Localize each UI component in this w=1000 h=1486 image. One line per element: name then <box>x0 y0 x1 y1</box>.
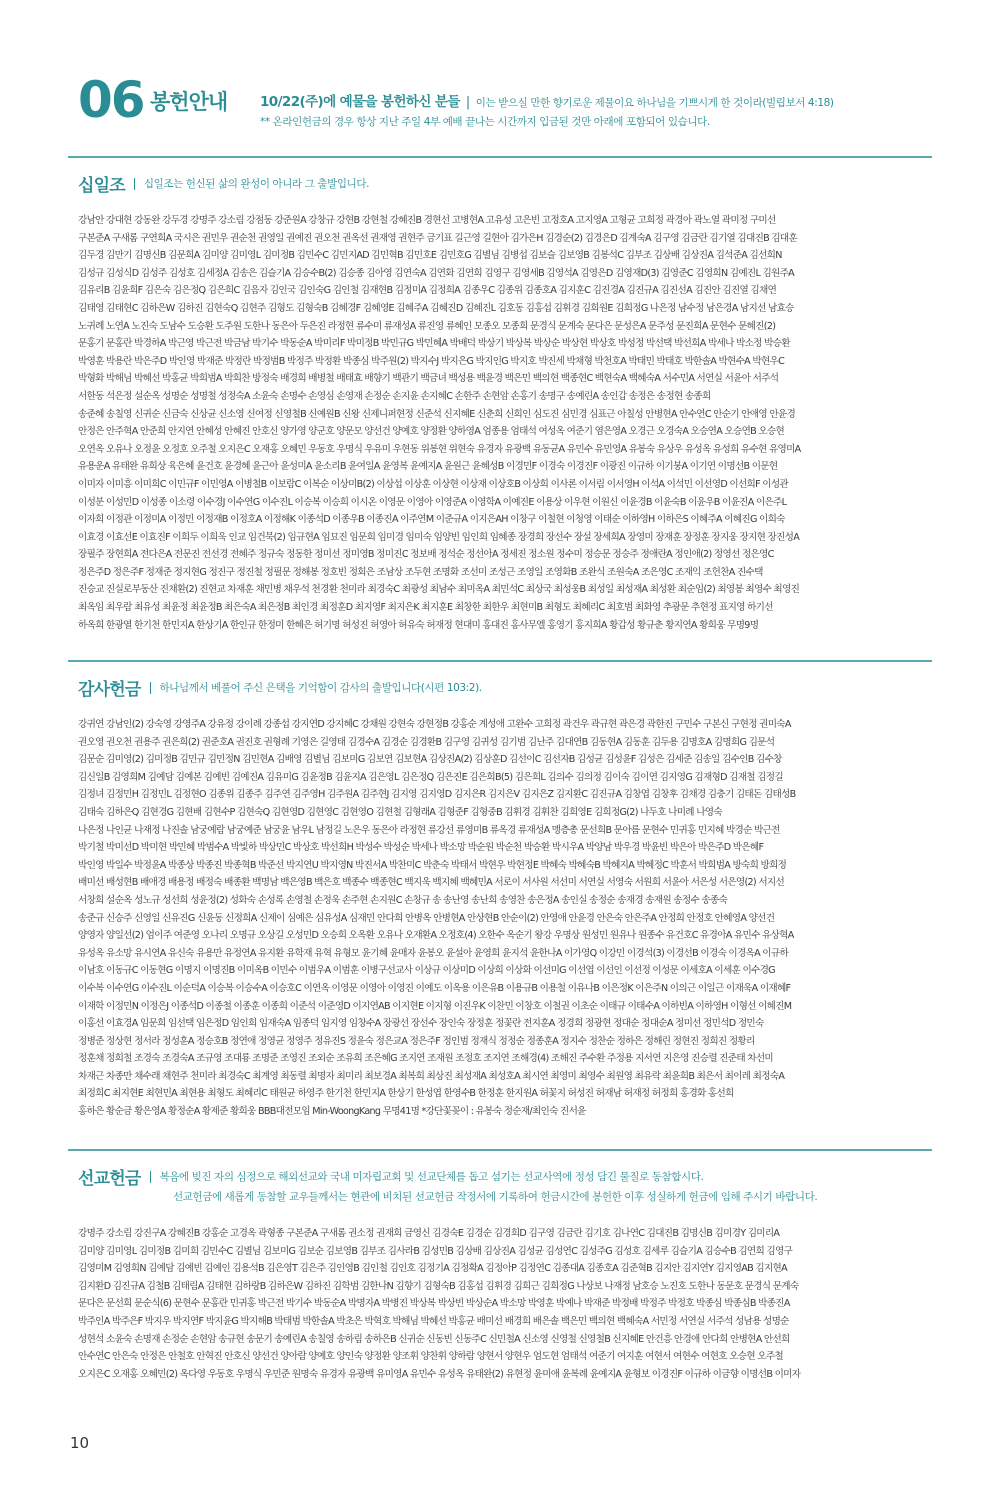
name-line: 정병준 정상현 정서라 정성훈A 정승호B 정연애 정영균 정영주 정유진S 정윤숙 정은교A 정은주F 정인범 정재식 정정순 정종훈A 정지수 정찬순 정하은 정해린 정현진 정희진 정황리 <box>78 1035 755 1047</box>
header-separator: | <box>465 94 470 110</box>
offering-header <box>78 71 958 136</box>
header-verse: 이는 받으실 만한 향기로운 제물이요 하나님을 기쁘시게 한 것이라(빌립보서 4:18) <box>475 97 834 109</box>
name-line: 정은주D 정은주F 정재준 정지현G 정진구 정진철 정필문 정해봉 정호빈 정회은 조남상 조두현 조명화 조선미 조성근 조영일 조영화B 조완식 조원숙A 조은영C 조재익 조헌찬A 진수택 <box>78 566 763 578</box>
name-line: 이성분 이성민D 이성종 이소령 이수경J 이수연G 이수진L 이승복 이승희 이시온 이영문 이영아 이영준A 이영학A 이예진E 이용상 이우현 이원신 이윤경B 이윤숙B 이윤우B 이윤진A 이은주L <box>78 496 787 508</box>
thanks-section-header <box>78 675 482 700</box>
divider <box>68 156 932 158</box>
name-line: 강남안 강대현 강동완 강두경 강명주 강소림 강점동 강준원A 강창규 강현B 강현철 강혜진B 경현선 고병현A 고유성 고은빈 고정호A 고지영A 고형균 고희정 곽경아 곽노열 곽미정 구미선 <box>78 215 776 226</box>
name-line: 김태영 김태현C 김하은W 김하진 김현숙Q 김현주 김형도 김형숙B 김혜경F 김혜영E 김혜주A 김혜진D 김혜진L 김호동 김홍섭 김휘경 김희원E 김희정G 나은정 남수정 남은경A 남지선 남효승 <box>78 302 794 314</box>
name-line: 문홍기 문홍란 박경하A 박근영 박근전 박금남 박기수 박동순A 박미리F 박미정B 박민규G 박민혜A 박배덕 박상기 박상복 박상순 박상현 박상호 박성정 박선택 박선희A 박세나 박소정 박승환 <box>78 338 790 350</box>
section-number: 06 <box>78 71 144 129</box>
name-line: 유용운A 유태완 유희상 육은혜 윤건호 윤경혜 윤근아 윤성미A 윤소리B 윤여일A 윤영복 윤예지A 윤원근 윤혜성B 이경민F 이경숙 이경진F 이광진 이규하 이기붕A 이기연 이명선B 이문현 <box>78 461 778 473</box>
name-line: 차재근 차종만 채수래 채현주 천미라 최경숙C 최계영 최동렬 최명자 최미리 최보경A 최복희 최상진 최성재A 최성호A 최시연 최영미 최영수 최원영 최유락 최윤희B 최은서 최이레 최정숙A <box>78 1070 785 1082</box>
tithe-section-header <box>78 171 369 196</box>
name-line: 홍하은 황순금 황은영A 황정순A 황제준 황희웅 BBB대전모임 Min-WoongKang 무명41명 *강단꽃꽂이 : 유봉숙 정순재/최인숙 진서윤 <box>78 1106 586 1118</box>
name-line: 박기철 박미선D 박미현 박민혜 박범수A 박빛하 박상민C 박상호 박선희H 박성수 박성순 박세나 박소망 박순원 박순천 박승환 박시우A 박양남 박우경 박윤빈 박은아 박은주D 박은혜F <box>78 842 764 854</box>
name-line: 김두경 김만기 김명신B 김문희A 김미양 김미영L 김미정B 김민수C 김민지AD 김민혁B 김민호E 김민호G 김별님 김병섭 김보슬 김보영B 김봉석C 김부조 김상배 김상진A 김석준A 김선희N <box>78 250 782 262</box>
name-line: 최옥임 최우람 최유성 최윤정 최윤정B 최은숙A 최은정B 최인경 최정훈D 최지영F 최지은K 최지훈E 최창한 최한우 최현미B 최형도 최혜리C 최호범 최화영 추광문 추현정 표지영 하기선 <box>78 602 773 614</box>
name-line: 유성옥 유소망 유시연A 유신숙 유용만 유정연A 유지환 유학재 유혁 유형모 윤기혜 윤매자 윤봉오 윤설아 윤영희 윤지석 윤한나A 이가영Q 이강민 이경석(3) 이경선B 이경숙 이경옥A 이규하 <box>78 947 789 959</box>
name-line: 김정녀 김정민H 김정민L 김정현O 김종위 김종주 김주연 김주영H 김주원A 김주현J 김지영 김지영D 김지은R 김지은V 김지은Z 김지환C 김진규A 김창엽 김창후 김채경 김충기 김태돈 김태성B <box>78 789 796 801</box>
tithe-subtitle: 십일조는 헌신된 삶의 완성이 아니라 그 출발입니다. <box>143 178 370 190</box>
name-line: 장필주 장현희A 전다은A 전문진 전선경 전혜주 정규숙 정동한 정미선 정미영B 정미진C 정보배 정석순 정선아A 정세진 정소원 정수미 정승문 정승주 정애란A 정인애(2) 정영선 정은영C <box>78 549 774 561</box>
name-line: 오연옥 오유나 오정윤 오정호 오주철 오지은C 오재홍 오혜민 우동호 우명식 우유미 우현동 위봉현 위현숙 유경자 유광백 유동균A 유민수 유민영A 유봉숙 유상우 유성옥 유성희 유수현 유영미A <box>78 443 801 455</box>
name-line: 안수연C 안은숙 안정은 안철호 안혁진 안호신 양선건 양아람 양예호 양인숙 양정환 양조휘 양찬휘 양하람 양현서 양현우 엄도현 엄태석 여준기 여지훈 여현서 여현수 여현호 오승현 오주철 <box>78 1351 783 1363</box>
title-bar <box>150 1171 151 1183</box>
name-line: 이미자 이미흥 이미희C 이민규F 이민영A 이병철B 이보람C 이복순 이상미B(2) 이상섭 이상훈 이상현 이상재 이상호B 이상희 이사론 이서림 이서영H 이석A 이석민 이선영D 이선희F 이성관 <box>78 478 788 490</box>
date-text: 10/22(주)에 예물을 봉헌하신 분들 <box>260 94 460 110</box>
divider <box>68 660 932 662</box>
tithe-title: 십일조 <box>78 176 125 196</box>
name-line: 박형화 박해님 박혜선 박홍균 박희범A 박희찬 방정숙 배경희 배병철 배태효 배향기 백관기 백금녀 백성용 백윤경 백은민 백의현 백종현C 백현숙A 백혜숙A 서수민A 서연실 서윤아 서주석 <box>78 373 779 385</box>
mission-name-list <box>78 1225 944 1387</box>
mission-title: 선교헌금 <box>78 1169 141 1189</box>
name-line: 이효경 이효선E 이효진F 이희두 이희욱 인교 임건묵(2) 임규현A 임묘진 임문희 임미경 임미숙 임양빈 임인희 임혜종 장경희 장선수 장설 장세희A 장영미 장재훈 장정훈 장지웅 장지현 장진성A <box>78 531 800 543</box>
name-line: 문다은 문선희 문순식(6) 문현수 문홍란 민귀홍 박근전 박기수 박동순A 박명자A 박병진 박상복 박상빈 박상순A 박소망 박영훈 박예나 박재준 박정배 박정주 박정호 박종심 박종심B 박종진A <box>78 1298 790 1310</box>
divider <box>68 1149 932 1151</box>
name-line: 김태숙 김하은Q 김현경G 김현배 김현수P 김현숙Q 김현영D 김현영C 김현영O 김현철 김형래A 김형준F 김형중B 김휘경 김휘찬 김희영E 김희정G(2) 나두호 나미례 나영숙 <box>78 806 722 818</box>
title-bar <box>134 178 135 190</box>
name-line: 이수복 이수연G 이수진L 이순덕A 이승복 이승수A 이승호C 이연옥 이영문 이영아 이영진 이예도 이옥용 이은유B 이용규B 이용철 이유나B 이은정K 이은주N 이의근 이일근 이재욱A 이재혜F <box>78 982 791 994</box>
name-line: 오지은C 오재홍 오혜민(2) 옥다영 우동호 우명식 우민준 원명숙 유경자 유광백 유미영A 유민수 유성옥 유태완(2) 유현정 윤미애 윤복례 윤예지A 윤형보 이경진F 이규하 이금향 이명선B 이미자 <box>78 1368 801 1380</box>
name-line: 권오영 권오천 권용주 권은희(2) 권준호A 권진호 권형례 기영은 길영태 김경수A 김경순 김경환B 김구영 김귀성 김기범 김난주 김대연B 김동현A 김동훈 김두용 김명호A 김명희G 김문석 <box>78 736 775 748</box>
thanks-title: 감사헌금 <box>78 680 141 700</box>
name-line: 강명주 강소림 강진구A 강혜진B 강홍순 고경옥 곽형종 구본준A 구새롬 권소정 권재희 금영신 김경숙E 김경순 김경희D 김구영 김금란 김기호 김나연C 김대진B 김명신B 김미경Y 김미리A <box>78 1228 780 1239</box>
page-number: 10 <box>70 1434 90 1452</box>
offering-date-line <box>260 90 834 110</box>
name-line: 김영미M 김영희N 김예담 김예빈 김예인 김용석B 김은영T 김은주 김인영B 김인철 김인호 김정기A 김정확A 김정아P 김정연C 김종대A 김종호A 김준혁B 김지안 김지연Y 김지영AB 김지현A <box>78 1263 787 1275</box>
name-line: 박주인A 박주은F 박지우 박지연F 박지윤G 박지해B 박태범 박한솔A 박초은 박혁호 박해님 박혜선 박홍균 배미선 배경희 배은솔 백은민 백의현 백혜숙A 서민정 서연실 서주석 성남용 성명순 <box>78 1315 789 1327</box>
name-line: 김유리B 김윤희F 김은숙 김은정Q 김은희C 김음자 김인국 김인숙G 김인철 김재현B 김정미A 김정희A 김종우C 김종위 김종호A 김지훈C 김진경A 김진규A 김진선A 김진안 김진열 김채연 <box>78 285 777 297</box>
name-line: 배미선 배성현B 배애경 배용정 배정숙 배종환 백명남 백은영B 백은호 백종수 백종현C 백지욱 백지혜 백혜민A 서로이 서사원 서선미 서연실 서영숙 서원희 서윤아 서은성 서은영(2) 서지선 <box>78 877 785 889</box>
name-line: 송준규 신승주 신영일 신유진G 신윤동 신정희A 신제이 심예은 심유성A 심재민 안다희 안병옥 안병현A 안상현B 안순이(2) 안영애 안윤경 안은숙 안은주A 안정희 안정호 안혜영A 양선건 <box>78 912 775 924</box>
name-line: 이남호 이동규C 이동현G 이명지 이명진B 이미옥B 이민수 이범우A 이범훈 이병구선교사 이상규 이상미D 이상희 이상화 이선미G 이선엽 이선인 이선정 이성문 이세호A 이세훈 이수경G <box>78 965 775 977</box>
name-line: 김신일B 김영희M 김예담 김예본 김예빈 김예진A 김유미G 김윤정B 김윤지A 김은영L 김은정Q 김은진E 김은희B(5) 김은희L 김의수 김의정 김이숙 김이연 김지영G 김재형D 김재철 김정길 <box>78 771 783 783</box>
name-line: 서창희 설순옥 성노규 성선희 성윤정(2) 성화숙 손성록 손영철 손정욱 손주현 손지원C 손창규 송 송난영 송난희 송영찬 송은정A 송인실 송정순 송재경 송재원 송정수 송종숙 <box>78 894 728 906</box>
name-line: 박인영 박일수 박정윤A 박종상 박종진 박종혁B 박준선 박지연U 박지영N 박진서A 박찬미C 박춘숙 박태서 박현우 박현정E 박혜숙 박혜숙B 박혜지A 박혜정C 박훈서 박희범A 방숙희 방희정 <box>78 859 787 871</box>
name-line: 하옥희 한광열 한기천 한민지A 한상기A 한인규 한정미 한혜은 허기명 허성진 허영아 허유숙 허재정 현대미 홍대진 홍사무엘 홍영기 홍지희A 황갑성 황규춘 황지연A 황희웅 무명9명 <box>78 619 759 631</box>
name-line: 이재학 이정민N 이정은J 이종석D 이종철 이종훈 이종희 이준석 이준영D 이지연AB 이지현E 이지형 이진우K 이찬민 이창호 이철권 이초순 이태규 이태수A 이하빈A 이하영H 이형선 이혜진M <box>78 1000 792 1012</box>
name-line: 김미양 김미영L 김미정B 김미희 김민수C 김별님 김보미G 김보순 김보영B 김부조 김사라B 김성민B 김상배 김상진A 김성균 김성연C 김성주G 김성호 김세루 김슬기A 김승수B 김연희 김영구 <box>78 1245 793 1257</box>
name-line: 이홍선 이효경A 임문희 임선택 임은정D 임인희 임재숙A 임종덕 임지영 임창수A 장광선 장선수 장인숙 장정훈 정꽃란 전지훈A 정경희 정광현 정대순 정대순A 정미선 정민석D 정민숙 <box>78 1018 764 1030</box>
name-line: 양영자 양일선(2) 엄이주 여준영 오나리 오명규 오상길 오성민D 오승희 오옥환 오유나 오재환A 오정호(4) 오한수 옥순기 왕강 우명상 원성민 원유나 원종수 유건호C 유경아A 유민수 유상혁A <box>78 930 794 942</box>
title-bar <box>150 682 151 694</box>
online-offering-note: ** 온라인헌금의 경우 항상 지난 주일 4부 예배 끝나는 시간까지 입금된 것만 아래에 포함되어 있습니다. <box>260 116 710 128</box>
mission-subtitle-2: 선교헌금에 새롭게 동참할 교우들께서는 현관에 비치된 선교헌금 작정서에 기록하여 헌금시간에 봉헌한 이후 성실하게 헌금에 임해 주시기 바랍니다. <box>173 1191 818 1203</box>
name-line: 김성규 김성식D 김성주 김성호 김세정A 김송은 김슬기A 김승수B(2) 김승종 김아영 김연숙A 김연화 김연희 김영구 김영세B 김영석A 김영은D 김영재D(3) 김영준C 김영희N 김예진L 김원주A <box>78 267 795 279</box>
tithe-name-list <box>78 212 944 632</box>
name-line: 정훈채 정희철 조경숙 조경숙A 조규영 조대룡 조명준 조영진 조외순 조유희 조은혜G 조지연 조재원 조정호 조지연 조해경(4) 조해진 주수환 주정용 지서연 지은영 진승렬 진준태 차선미 <box>78 1053 773 1065</box>
name-line: 진승교 진실로부동산 진채환(2) 진현교 차재훈 채민병 채우석 천경환 천미라 최경숙C 최광성 최남수 최미옥A 최민석C 최상국 최성웅B 최성일 최성재A 최성환 최순임(2) 최영봉 최영수 최영진 <box>78 584 800 596</box>
name-line: 김문순 김미영(2) 김미정B 김민규 김민정N 김민현A 김배영 김별님 김보미G 김보연 김보현A 김상진A(2) 김상훈D 김선이C 김선자B 김성균 김성윤F 김성은 김세준 김송일 김수인B 김수창 <box>78 754 782 766</box>
thanks-subtitle: 하나님께서 베풀어 주신 은택을 기억함이 감사의 출발입니다(시편 103:2). <box>159 682 482 694</box>
name-line: 나은정 나인균 나재정 나진솔 남궁예람 남궁예준 남궁윤 남우L 남정길 노은우 동은아 라정현 류강선 류영미B 류옥경 류재성A 맹층총 문선희B 문아름 문현수 민귀홍 민지혜 박경순 박근전 <box>78 824 780 836</box>
thanks-name-list <box>78 716 944 1140</box>
mission-section-header <box>78 1164 703 1189</box>
name-line: 김지환D 김진규A 김철B 김태림A 김태현 김하랑B 김하은W 김하진 김학범 김한나N 김향기 김형숙B 김홍섭 김휘경 김희근 김희정G 나상보 나재정 남호승 노진호 도한나 동문호 문경식 문계숙 <box>78 1280 799 1292</box>
name-line: 송준혜 송칠영 신귀순 신금숙 신상균 신소영 신여정 신영철B 신예원B 신왕 신제니퍼현정 신준석 신지혜E 신춘희 신희인 심도진 심민경 심표근 아칠성 안병현A 안수연C 안순기 안애영 안윤경 <box>78 408 796 420</box>
mission-subtitle: 복음에 빚진 자의 심정으로 해외선교와 국내 미자립교회 및 선교단체를 돕고 섬기는 선교사역에 정성 담긴 물질로 동참합시다. <box>159 1171 704 1183</box>
name-line: 박영훈 박용란 박은주D 박인영 박재준 박정란 박정범B 박정주 박정환 박종심 박주원(2) 박지수J 박지은G 박지인G 박지호 박진세 박채형 박천호A 박태민 박태호 박한솔A 박현수A 박현우C <box>78 355 785 367</box>
name-line: 서한동 석은정 설순옥 성명순 성명철 성정숙A 소윤숙 손명수 손영심 손영재 손정순 손지윤 손지혜C 손한주 손현암 손홍기 송명구 송예린A 송인갑 송정은 송정현 송종희 <box>78 390 711 402</box>
name-line: 안정은 안주혁A 안준희 안지연 안혜성 안혜진 안호신 양가영 양군호 양문모 양선건 양예호 양정환 양하영A 엄종용 엄태석 여성옥 여준기 염은영A 오경근 오경숙A 오승연A 오승연B 오승현 <box>78 426 785 438</box>
name-line: 강귀연 강남인(2) 강숙영 강영주A 강유정 강이례 강종섭 강지연D 강지혜C 강채원 강현숙 강현정B 강홍순 계성애 고완수 고희정 곽건우 곽규현 곽은경 곽한진 구민수 구본신 구현정 권미숙A <box>78 719 791 730</box>
page-title: 봉헌안내 <box>150 90 228 114</box>
name-line: 최정희C 최지현E 최현민A 최현용 최형도 최혜리C 태원균 하영주 한기천 한민지A 한상기 한성엽 한영수B 한정훈 한지원A 허꽃지 허성진 허재남 허재정 허정희 홍경화 홍선희 <box>78 1088 734 1100</box>
name-line: 성현석 소윤숙 손명재 손정순 손현암 송규현 송문기 송예린A 송칠영 송하림 송하은B 신귀순 신동빈 신동주C 신민철A 신소영 신영철 신영철B 신지혜E 안건흥 안경애 안다희 안병현A 안선희 <box>78 1333 790 1345</box>
name-line: 이자희 이정관 이정미A 이정민 이정재B 이정호A 이정해K 이종석D 이종우B 이종진A 이주연M 이준규A 이지은AH 이창구 이철현 이청영 이태순 이하영H 이하은S 이혜주A 이혜진G 이희숙 <box>78 514 785 526</box>
name-line: 노귀례 노연A 노진숙 도남수 도승환 도주원 도한나 동은아 두은진 라정현 류수미 류재성A 류진영 류혜인 모종오 모종희 문경식 문계숙 문다은 문성은A 문주성 문진희A 문현수 문혜진(2) <box>78 320 776 332</box>
name-line: 구본준A 구새롬 구연희A 국시은 권민우 권순천 권영일 권예진 권오천 권옥선 권재영 권현주 금기표 길근영 길현아 김가은H 김경순(2) 김경은D 김계숙A 김구영 김금란 김기열 김대진B 김대훈 <box>78 232 798 244</box>
